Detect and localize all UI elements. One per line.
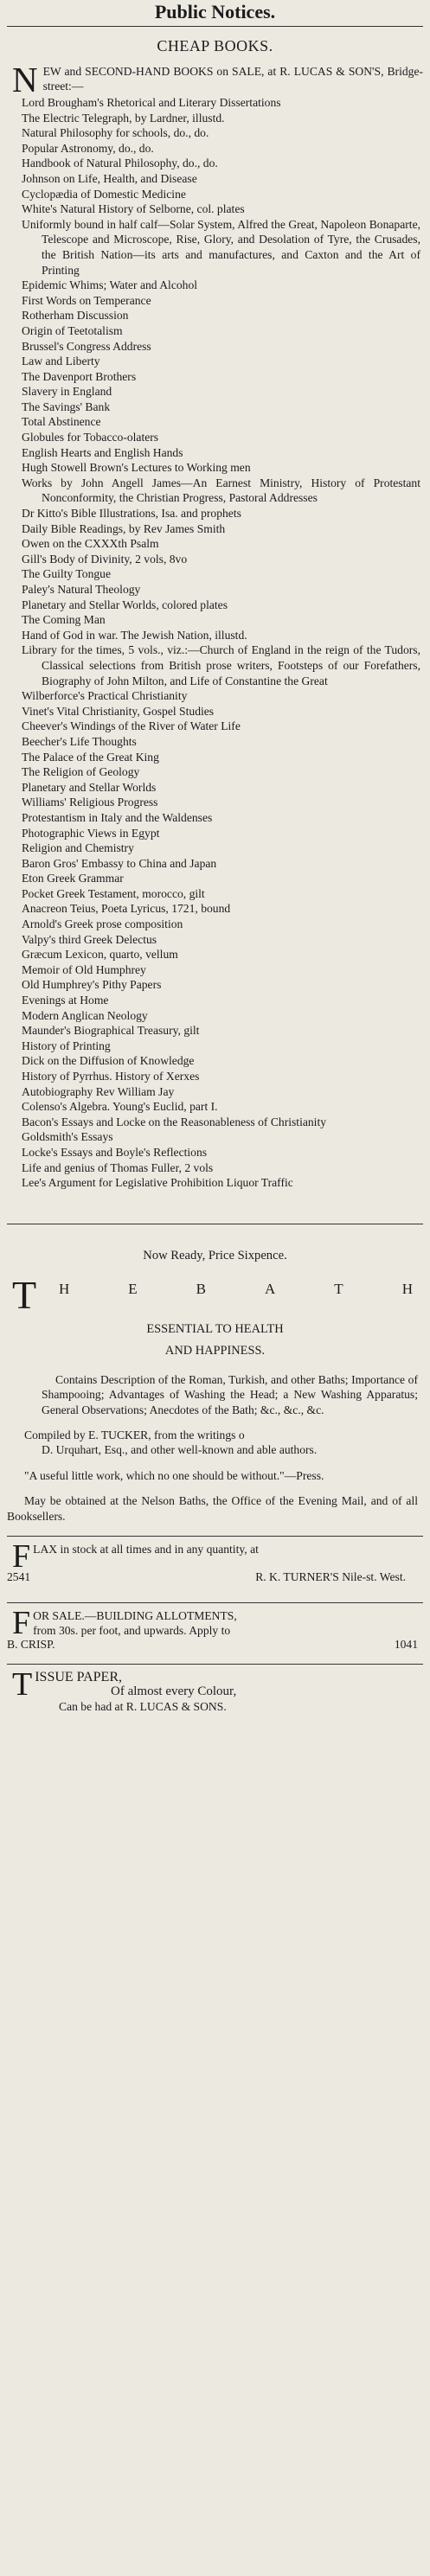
sale-contact: B. CRISP. [7, 1638, 55, 1651]
book-list-item: Anacreon Teius, Poeta Lyricus, 1721, bound [22, 902, 231, 916]
bath-notice [7, 1249, 423, 1524]
book-list-item: Locke's Essays and Boyle's Reflections [22, 1145, 208, 1159]
book-list-item: History of Pyrrhus. History of Xerxes [22, 1070, 200, 1083]
tissue-line-1: ISSUE PAPER, [35, 1670, 122, 1684]
book-list [7, 95, 423, 1191]
flax-line-1: LAX in stock at all times and in any quantity, at [33, 1543, 259, 1556]
book-list-item: The Coming Man [22, 613, 106, 627]
dropcap-n: N [12, 60, 38, 99]
sale-cap: F [12, 1605, 31, 1641]
flax-line-2 [7, 1570, 423, 1584]
book-list-item: Owen on the CXXXth Psalm [22, 537, 159, 551]
book-list-item: The Davenport Brothers [22, 369, 137, 383]
book-list-item: Evenings at Home [22, 994, 109, 1007]
bath-contents: Contains Description of the Roman, Turkish, and other Baths; Importance of Shampooing; Advantages of Washing the Head; a New Washing Apparatus; General Observations; Anecdotes of the Bath; &c., &c., &c. [42, 1372, 418, 1416]
bath-compiled-line-2: D. Urquhart, Esq., and other well-known and able authors. [42, 1443, 318, 1457]
book-list-item: Rotherham Discussion [22, 309, 129, 323]
book-list-item: Paley's Natural Theology [22, 583, 141, 596]
flax-merchant: R. K. TURNER'S Nile-st. West. [255, 1570, 406, 1583]
book-list-item: Johnson on Life, Health, and Disease [22, 171, 197, 185]
book-list-item: Cheever's Windings of the River of Water Life [22, 719, 241, 733]
book-list-item: Globules for Tobacco-olaters [22, 431, 159, 444]
book-list-item: Epidemic Whims; Water and Alcohol [22, 278, 198, 292]
bath-title-letter: B [196, 1280, 209, 1297]
book-list-item: Eton Greek Grammar [22, 872, 124, 885]
book-list-item: Vinet's Vital Christianity, Gospel Studies [22, 704, 215, 718]
book-list-item: Popular Astronomy, do., do. [22, 141, 154, 155]
book-list-item: The Religion of Geology [22, 765, 140, 779]
book-list-item: Goldsmith's Essays [22, 1130, 113, 1144]
sale-line-3 [7, 1638, 423, 1652]
book-list-item: Planetary and Stellar Worlds [22, 780, 157, 794]
book-list-item: Law and Liberty [22, 355, 100, 368]
tissue-paper-notice [7, 1665, 423, 1723]
bath-title-letter: H [401, 1280, 414, 1297]
tissue-line-2: Of almost every Colour, [111, 1684, 237, 1698]
book-list-item: Autobiography Rev William Jay [22, 1084, 175, 1098]
book-list-item: Baron Gros' Embassy to China and Japan [22, 856, 217, 870]
book-list-item: Valpy's third Greek Delectus [22, 932, 157, 946]
flax-number: 2541 [7, 1570, 31, 1583]
book-list-item: Williams' Religious Progress [22, 796, 158, 809]
book-list-item: The Savings' Bank [22, 400, 111, 413]
book-list-item: Origin of Teetotalism [22, 323, 123, 337]
tissue-line-3: Can be had at R. LUCAS & SONS. [59, 1700, 227, 1713]
sale-notice [7, 1603, 423, 1664]
book-list-item: Lee's Argument for Legislative Prohibition Liquor Traffic [22, 1176, 293, 1190]
book-list-item: Cyclopædia of Domestic Medicine [22, 187, 186, 201]
book-list-item: The Electric Telegraph, by Lardner, illustd. [22, 111, 225, 125]
bath-title-letter: A [265, 1280, 278, 1297]
book-list-item: Daily Bible Readings, by Rev James Smith [22, 521, 226, 535]
book-list-item: White's Natural History of Selborne, col. plates [22, 202, 245, 216]
book-list-item: Total Abstinence [22, 415, 101, 429]
book-list-item: English Hearts and English Hands [22, 445, 183, 459]
book-list-item: Old Humphrey's Pithy Papers [22, 978, 162, 992]
bath-quote: "A useful little work, which no one should be without."—Press. [24, 1468, 324, 1482]
book-list-item: First Words on Temperance [22, 293, 151, 307]
book-list-item: Maunder's Biographical Treasury, gilt [22, 1024, 200, 1038]
book-list-item: Slavery in England [22, 385, 112, 399]
book-list-item: History of Printing [22, 1039, 111, 1052]
bath-obtain: May be obtained at the Nelson Baths, the Office of the Evening Mail, and of all Booksellers. [7, 1494, 418, 1523]
flax-notice [7, 1537, 423, 1602]
book-list-item: Hugh Stowell Brown's Lectures to Working men [22, 461, 251, 475]
book-list-item: Uniformly bound in half calf—Solar System, Alfred the Great, Napoleon Bonaparte, Telescope and Microscope, Rise, Glory, and Desolation of Tyre, the Crusades, the British Nation—its arts and manufactures, and Caxton and the Art of Printing [22, 217, 420, 277]
bath-title-cap: T [12, 1272, 37, 1317]
book-list-item: Photographic Views in Egypt [22, 826, 160, 840]
tissue-cap: T [12, 1666, 33, 1703]
bath-price-line: Now Ready, Price Sixpence. [143, 1248, 287, 1262]
newspaper-column [7, 0, 423, 1723]
book-list-item: Modern Anglican Neology [22, 1008, 148, 1022]
cheap-books-intro [7, 60, 423, 99]
book-list-item: Beecher's Life Thoughts [22, 734, 137, 748]
cheap-books-notice [7, 37, 423, 1191]
book-list-item: Gill's Body of Divinity, 2 vols, 8vo [22, 552, 188, 566]
bath-title [7, 1272, 423, 1319]
book-list-item: Planetary and Stellar Worlds, colored plates [22, 598, 228, 611]
book-list-item: The Palace of the Great King [22, 750, 159, 764]
sale-number: 1041 [394, 1638, 418, 1651]
book-list-item: Dick on the Diffusion of Knowledge [22, 1054, 195, 1068]
book-list-item: Brussel's Congress Address [22, 339, 151, 353]
bath-compiled [7, 1428, 423, 1458]
bath-title-letter: E [128, 1280, 139, 1297]
cheap-books-title: CHEAP BOOKS. [157, 37, 273, 54]
book-list-item: Protestantism in Italy and the Waldenses [22, 810, 213, 824]
book-list-item: Colenso's Algebra. Young's Euclid, part I. [22, 1100, 218, 1114]
book-list-item: Dr Kitto's Bible Illustrations, Isa. and prophets [22, 507, 241, 521]
masthead: Public Notices. [7, 0, 423, 27]
bath-compiled-line-1: Compiled by E. TUCKER, from the writings o [24, 1428, 245, 1441]
flax-cap: F [12, 1538, 31, 1575]
book-list-item: Græcum Lexicon, quarto, vellum [22, 948, 178, 962]
book-list-item: Lord Brougham's Rhetorical and Literary Dissertations [22, 96, 281, 109]
book-list-item: The Guilty Tongue [22, 567, 112, 581]
book-list-item: Memoir of Old Humphrey [22, 962, 146, 976]
cheap-books-intro-text: EW and SECOND-HAND BOOKS on SALE, at R. LUCAS & SON'S, Bridge-street:— [42, 65, 423, 93]
bath-subtitle-1: ESSENTIAL TO HEALTH [146, 1321, 284, 1336]
book-list-item: Hand of God in war. The Jewish Nation, illustd. [22, 628, 247, 642]
book-list-item: Pocket Greek Testament, morocco, gilt [22, 886, 205, 900]
book-list-item: Library for the times, 5 vols., viz.:—Church of England in the reign of the Tudors, Classical selections from British prose writers, Footsteps of our Forefathers, Biography of John Milton, and Life of Constantine the Great [22, 643, 420, 687]
sale-line-1: OR SALE.—BUILDING ALLOTMENTS, [33, 1609, 237, 1622]
book-list-item: Bacon's Essays and Locke on the Reasonableness of Christianity [22, 1115, 327, 1128]
book-list-item: Religion and Chemistry [22, 841, 134, 855]
bath-subtitle-2: AND HAPPINESS. [164, 1343, 266, 1358]
book-list-item: Arnold's Greek prose composition [22, 917, 183, 931]
book-list-item: Natural Philosophy for schools, do., do. [22, 126, 209, 140]
book-list-item: Wilberforce's Practical Christianity [22, 689, 188, 703]
book-list-item: Works by John Angell James—An Earnest Ministry, History of Protestant Nonconformity, the Christian Progress, Pastoral Addresses [22, 476, 420, 505]
book-list-item: Handbook of Natural Philosophy, do., do. [22, 157, 218, 170]
sale-line-2: from 30s. per foot, and upwards. Apply to [33, 1624, 231, 1637]
book-list-item: Life and genius of Thomas Fuller, 2 vols [22, 1160, 214, 1174]
bath-title-letter: H [59, 1280, 72, 1297]
bath-title-letters [59, 1281, 414, 1298]
bath-title-letter: T [334, 1280, 345, 1297]
